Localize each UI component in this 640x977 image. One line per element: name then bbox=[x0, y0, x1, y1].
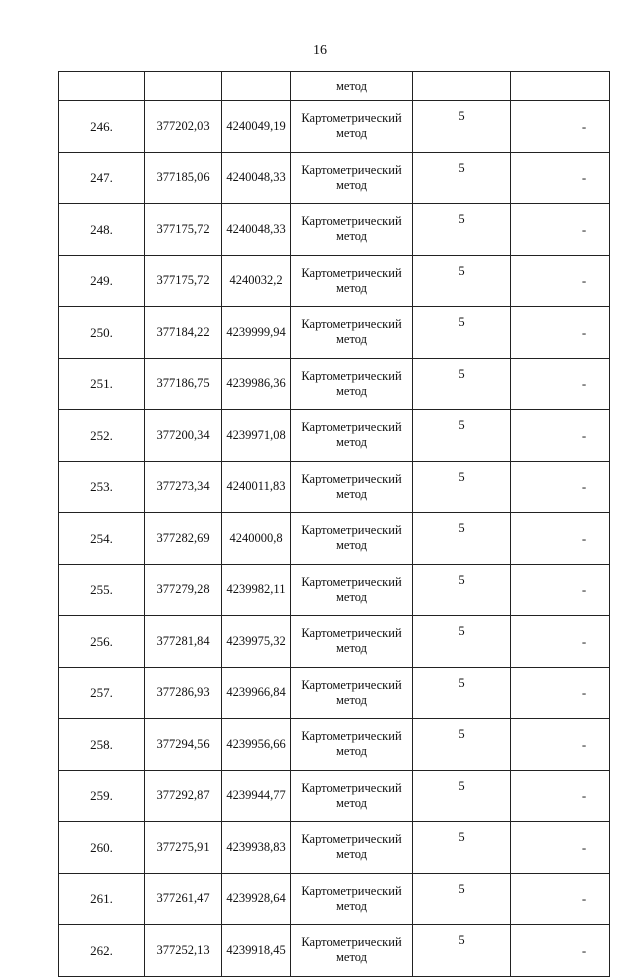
cell-method bbox=[291, 101, 413, 153]
cell-y-coordinate: 4239944,77 bbox=[222, 770, 291, 822]
cell-method: метод bbox=[291, 72, 413, 101]
cell-x-coordinate: 377286,93 bbox=[145, 667, 222, 719]
page-number: 16 bbox=[313, 43, 327, 58]
table-row bbox=[59, 616, 610, 668]
cell-y-coordinate: 4240011,83 bbox=[222, 461, 291, 513]
cell-y-coordinate: 4239971,08 bbox=[222, 410, 291, 462]
table-row bbox=[59, 255, 610, 307]
cell-y-coordinate: 4239956,66 bbox=[222, 719, 291, 771]
cell-method bbox=[291, 152, 413, 204]
cell-accuracy: 5 bbox=[413, 719, 511, 771]
table-row bbox=[59, 770, 610, 822]
cell-x-coordinate: 377273,34 bbox=[145, 461, 222, 513]
table-row bbox=[59, 101, 610, 153]
cell-x-coordinate: 377200,34 bbox=[145, 410, 222, 462]
method-line-2: метод bbox=[335, 177, 367, 192]
cell-accuracy: 5 bbox=[413, 770, 511, 822]
table-row bbox=[59, 358, 610, 410]
cell-method bbox=[291, 667, 413, 719]
cell-note: - bbox=[511, 513, 610, 565]
cell-point-number: 251. bbox=[59, 358, 145, 410]
method-line-1: Картометрический bbox=[301, 162, 402, 177]
cell-x-coordinate: 377261,47 bbox=[145, 873, 222, 925]
cell-x-coordinate: 377175,72 bbox=[145, 255, 222, 307]
cell-point-number: 254. bbox=[59, 513, 145, 565]
table-row bbox=[59, 410, 610, 462]
method-line-2: метод bbox=[335, 332, 367, 347]
cell-method bbox=[291, 564, 413, 616]
cell-num bbox=[59, 72, 145, 101]
cell-accuracy: 5 bbox=[413, 204, 511, 256]
cell-accuracy: 5 bbox=[413, 101, 511, 153]
table-row bbox=[59, 513, 610, 565]
cell-accuracy: 5 bbox=[413, 152, 511, 204]
cell-accuracy: 5 bbox=[413, 461, 511, 513]
cell-note: - bbox=[511, 770, 610, 822]
cell-accuracy: 5 bbox=[413, 255, 511, 307]
method-line-1: Картометрический bbox=[301, 214, 402, 229]
cell-y-coordinate: 4239986,36 bbox=[222, 358, 291, 410]
method-line-1: Картометрический bbox=[301, 780, 402, 795]
cell-point-number: 246. bbox=[59, 101, 145, 153]
cell-note: - bbox=[511, 410, 610, 462]
table-row bbox=[59, 204, 610, 256]
cell-y bbox=[222, 72, 291, 101]
table-row bbox=[59, 873, 610, 925]
cell-x bbox=[145, 72, 222, 101]
cell-y-coordinate: 4239966,84 bbox=[222, 667, 291, 719]
cell-y-coordinate: 4240048,33 bbox=[222, 204, 291, 256]
cell-x-coordinate: 377184,22 bbox=[145, 307, 222, 359]
method-line-2: метод bbox=[335, 435, 367, 450]
cell-x-coordinate: 377292,87 bbox=[145, 770, 222, 822]
cell-note: - bbox=[511, 667, 610, 719]
cell-method bbox=[291, 358, 413, 410]
cell-accuracy: 5 bbox=[413, 307, 511, 359]
cell-note: - bbox=[511, 719, 610, 771]
cell-y-coordinate: 4240032,2 bbox=[222, 255, 291, 307]
cell-note: - bbox=[511, 204, 610, 256]
cell-method bbox=[291, 255, 413, 307]
cell-method bbox=[291, 616, 413, 668]
cell-method bbox=[291, 719, 413, 771]
table-row bbox=[59, 925, 610, 977]
table-row bbox=[59, 822, 610, 874]
cell-point-number: 255. bbox=[59, 564, 145, 616]
method-line-2: метод bbox=[335, 589, 367, 604]
table-row bbox=[59, 564, 610, 616]
cell-y-coordinate: 4239982,11 bbox=[222, 564, 291, 616]
method-line-2: метод bbox=[335, 898, 367, 913]
cell-point-number: 248. bbox=[59, 204, 145, 256]
table-row bbox=[59, 667, 610, 719]
cell-note: - bbox=[511, 152, 610, 204]
cell-x-coordinate: 377186,75 bbox=[145, 358, 222, 410]
method-line-1: Картометрический bbox=[301, 420, 402, 435]
method-line-2: метод bbox=[335, 950, 367, 965]
cell-note bbox=[511, 72, 610, 101]
cell-accuracy bbox=[413, 72, 511, 101]
cell-method bbox=[291, 822, 413, 874]
method-line-1: Картометрический bbox=[301, 317, 402, 332]
method-line-2: метод bbox=[335, 486, 367, 501]
cell-x-coordinate: 377282,69 bbox=[145, 513, 222, 565]
cell-x-coordinate: 377185,06 bbox=[145, 152, 222, 204]
method-line-1: Картометрический bbox=[301, 265, 402, 280]
cell-note: - bbox=[511, 564, 610, 616]
cell-accuracy: 5 bbox=[413, 616, 511, 668]
cell-accuracy: 5 bbox=[413, 925, 511, 977]
cell-note: - bbox=[511, 873, 610, 925]
cell-note: - bbox=[511, 925, 610, 977]
cell-point-number: 249. bbox=[59, 255, 145, 307]
cell-method bbox=[291, 925, 413, 977]
method-line-2: метод bbox=[335, 538, 367, 553]
cell-accuracy: 5 bbox=[413, 358, 511, 410]
method-line-2: метод bbox=[335, 229, 367, 244]
cell-note: - bbox=[511, 358, 610, 410]
coordinates-table bbox=[58, 71, 610, 977]
cell-note: - bbox=[511, 822, 610, 874]
cell-y-coordinate: 4239999,94 bbox=[222, 307, 291, 359]
method-line-1: Картометрический bbox=[301, 471, 402, 486]
cell-y-coordinate: 4239975,32 bbox=[222, 616, 291, 668]
cell-method bbox=[291, 513, 413, 565]
table-body bbox=[59, 72, 610, 977]
table-row bbox=[59, 307, 610, 359]
table-row bbox=[59, 461, 610, 513]
method-line-2: метод bbox=[335, 126, 367, 141]
method-line-1: Картометрический bbox=[301, 574, 402, 589]
cell-y-coordinate: 4240049,19 bbox=[222, 101, 291, 153]
method-line-1: Картометрический bbox=[301, 677, 402, 692]
cell-point-number: 252. bbox=[59, 410, 145, 462]
cell-point-number: 257. bbox=[59, 667, 145, 719]
cell-note: - bbox=[511, 307, 610, 359]
cell-method bbox=[291, 873, 413, 925]
cell-point-number: 260. bbox=[59, 822, 145, 874]
cell-note: - bbox=[511, 461, 610, 513]
method-line-1: Картометрический bbox=[301, 832, 402, 847]
method-line-1: Картометрический bbox=[301, 626, 402, 641]
cell-accuracy: 5 bbox=[413, 513, 511, 565]
cell-method bbox=[291, 204, 413, 256]
cell-x-coordinate: 377202,03 bbox=[145, 101, 222, 153]
table-row bbox=[59, 152, 610, 204]
cell-x-coordinate: 377281,84 bbox=[145, 616, 222, 668]
cell-method bbox=[291, 307, 413, 359]
cell-note: - bbox=[511, 255, 610, 307]
cell-note: - bbox=[511, 616, 610, 668]
cell-point-number: 250. bbox=[59, 307, 145, 359]
cell-x-coordinate: 377175,72 bbox=[145, 204, 222, 256]
cell-point-number: 259. bbox=[59, 770, 145, 822]
cell-note: - bbox=[511, 101, 610, 153]
method-line-1: Картометрический bbox=[301, 935, 402, 950]
method-line-2: метод bbox=[335, 847, 367, 862]
cell-point-number: 258. bbox=[59, 719, 145, 771]
cell-x-coordinate: 377275,91 bbox=[145, 822, 222, 874]
cell-accuracy: 5 bbox=[413, 667, 511, 719]
table-continuation-row bbox=[59, 72, 610, 101]
method-line-1: Картометрический bbox=[301, 523, 402, 538]
method-line-1: Картометрический bbox=[301, 111, 402, 126]
method-line-2: метод bbox=[335, 744, 367, 759]
cell-y-coordinate: 4240000,8 bbox=[222, 513, 291, 565]
cell-point-number: 247. bbox=[59, 152, 145, 204]
method-line-1: Картометрический bbox=[301, 883, 402, 898]
method-line-2: метод bbox=[335, 692, 367, 707]
cell-accuracy: 5 bbox=[413, 822, 511, 874]
cell-method bbox=[291, 770, 413, 822]
cell-point-number: 261. bbox=[59, 873, 145, 925]
method-line-2: метод bbox=[335, 280, 367, 295]
method-line-2: метод bbox=[335, 641, 367, 656]
cell-accuracy: 5 bbox=[413, 564, 511, 616]
method-line-2: метод bbox=[335, 795, 367, 810]
cell-y-coordinate: 4239938,83 bbox=[222, 822, 291, 874]
cell-y-coordinate: 4239928,64 bbox=[222, 873, 291, 925]
table-row bbox=[59, 719, 610, 771]
cell-point-number: 256. bbox=[59, 616, 145, 668]
cell-point-number: 262. bbox=[59, 925, 145, 977]
method-line-1: Картометрический bbox=[301, 729, 402, 744]
cell-accuracy: 5 bbox=[413, 873, 511, 925]
cell-method bbox=[291, 461, 413, 513]
cell-x-coordinate: 377252,13 bbox=[145, 925, 222, 977]
method-line-1: Картометрический bbox=[301, 368, 402, 383]
cell-method bbox=[291, 410, 413, 462]
method-line-2: метод bbox=[335, 383, 367, 398]
cell-accuracy: 5 bbox=[413, 410, 511, 462]
cell-x-coordinate: 377279,28 bbox=[145, 564, 222, 616]
cell-y-coordinate: 4240048,33 bbox=[222, 152, 291, 204]
cell-y-coordinate: 4239918,45 bbox=[222, 925, 291, 977]
cell-point-number: 253. bbox=[59, 461, 145, 513]
cell-x-coordinate: 377294,56 bbox=[145, 719, 222, 771]
